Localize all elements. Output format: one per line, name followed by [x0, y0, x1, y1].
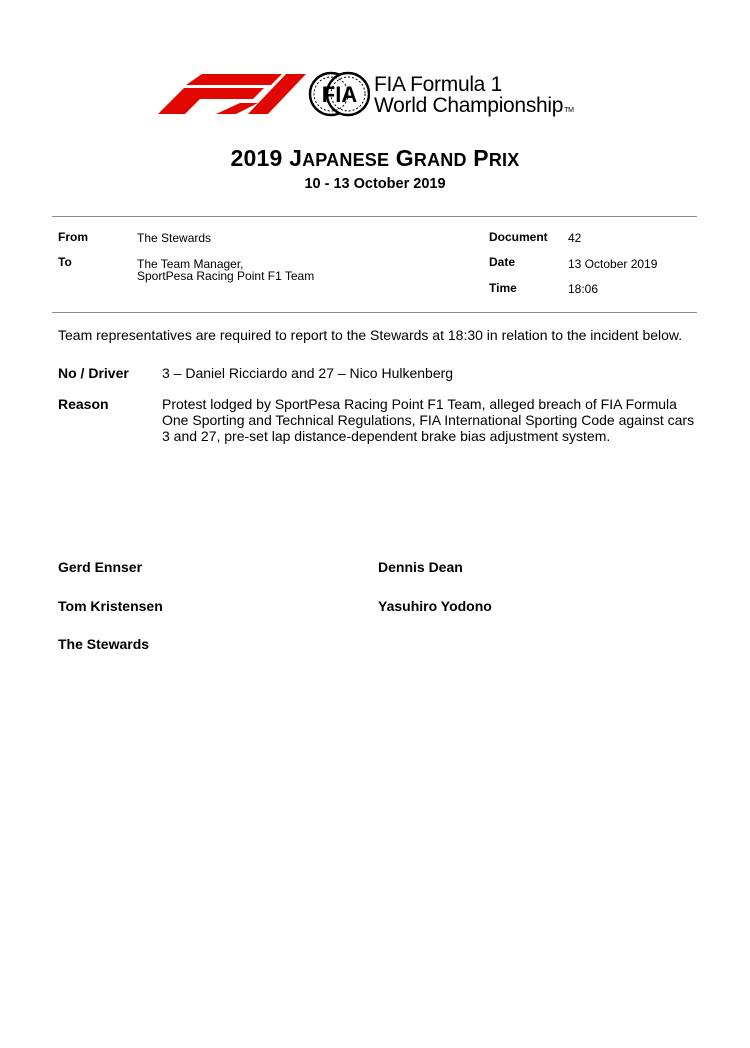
steward-name-1: Gerd Ennser — [58, 559, 143, 575]
driver-value: 3 – Daniel Ricciardo and 27 – Nico Hulkenberg — [162, 365, 454, 381]
bottom-divider — [52, 312, 697, 313]
logo-line2: World Championship — [374, 94, 564, 117]
steward-name-4: Yasuhiro Yodono — [378, 598, 492, 614]
document-label: Document — [489, 230, 548, 244]
logo-line1: FIA Formula 1 — [374, 73, 502, 96]
date-label: Date — [489, 255, 516, 269]
date-value: 13 October 2019 — [568, 257, 658, 271]
intro-paragraph: Team representatives are required to report to the Stewards at 18:30 in relation to the incident below. — [58, 327, 683, 343]
time-label: Time — [489, 281, 517, 295]
logo-trademark: TM — [564, 107, 574, 114]
from-value: The Stewards — [137, 231, 212, 245]
fia-f1-logo — [156, 70, 606, 122]
to-label: To — [58, 255, 72, 269]
fia-badge-icon — [308, 70, 370, 122]
time-value: 18:06 — [568, 282, 599, 296]
from-label: From — [58, 230, 88, 244]
reason-label: Reason — [58, 396, 109, 412]
reason-value: Protest lodged by SportPesa Racing Point F1 Team, alleged breach of FIA Formula One Sporting and Technical Regulations, FIA International Sporting Code against cars 3 and 27, pre-set lap distance-dependent brake bias adjustment system. — [162, 396, 695, 444]
document-value: 42 — [568, 231, 582, 245]
top-divider — [52, 216, 697, 217]
f1-logo-icon — [156, 74, 306, 114]
title-year: 2019 — [230, 145, 283, 171]
page-title: 2019 JAPANESE GRAND PRIX — [230, 145, 520, 171]
to-line2: SportPesa Racing Point F1 Team — [137, 269, 315, 283]
driver-label: No / Driver — [58, 365, 129, 381]
event-dates: 10 - 13 October 2019 — [304, 176, 446, 192]
stewards-closing: The Stewards — [58, 636, 150, 652]
steward-name-2: Dennis Dean — [378, 559, 463, 575]
steward-name-3: Tom Kristensen — [58, 598, 163, 614]
to-line1: The Team Manager, — [137, 257, 244, 271]
fia-badge-text: FIA — [321, 82, 358, 107]
